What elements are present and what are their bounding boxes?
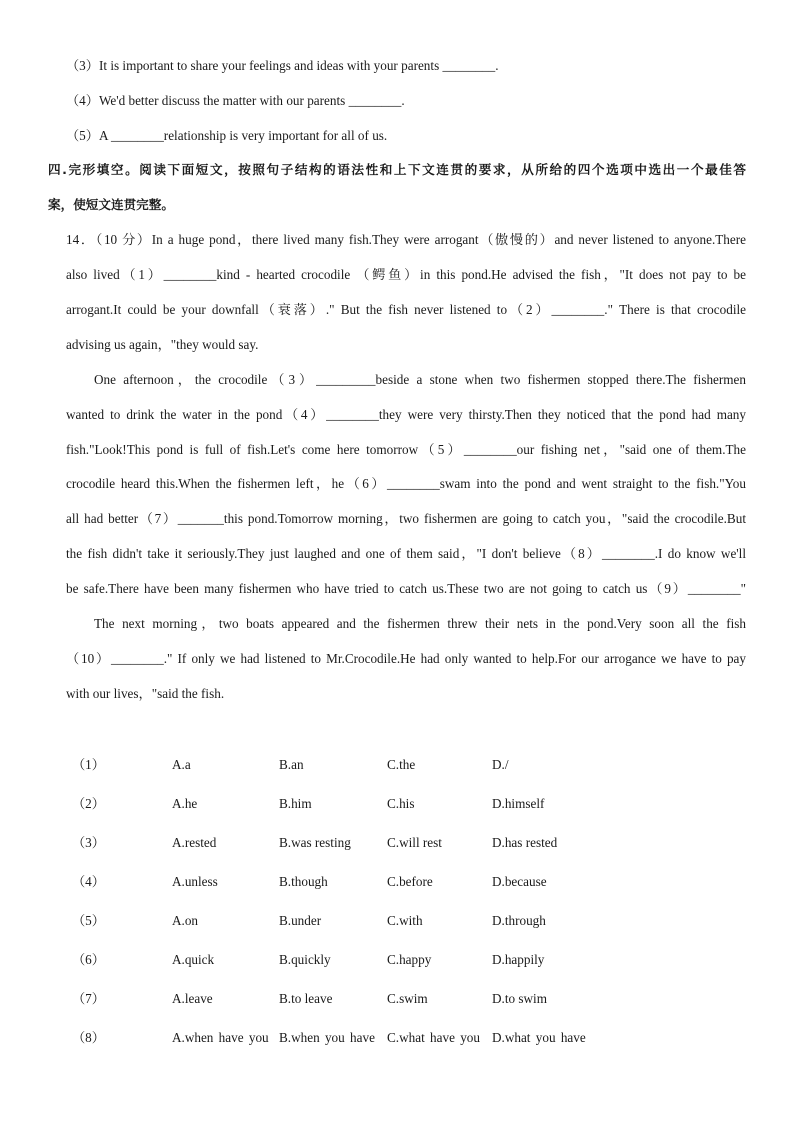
option-a: A.quick	[172, 952, 215, 967]
option-b: B.when you have	[279, 1030, 375, 1045]
option-c: C.the	[387, 757, 416, 772]
option-c: C.before	[387, 874, 433, 889]
option-b: B.quickly	[279, 952, 331, 967]
passage-line: （10）________." If only we had listened to Mr.Crocodile.He had only wanted to help.For our arrogance we have to pay	[66, 651, 746, 666]
question-number: （8）	[72, 1030, 105, 1045]
passage-line: One afternoon，the crocodile（3）_________beside a stone when two fishermen stopped there.The fishermen	[94, 372, 746, 387]
option-d: D.what you have	[492, 1030, 586, 1045]
section-heading-line1: 四.完形填空。阅读下面短文，按照句子结构的语法性和上下文连贯的要求，从所给的四个选项中选出一个最佳答	[48, 162, 746, 177]
prev-item-4: （4）We'd better discuss the matter with our parents ________.	[66, 93, 405, 108]
option-c: C.will rest	[387, 835, 442, 850]
passage-line: all had better（7）_______this pond.Tomorrow morning，two fishermen are going to catch you，"said the crocodile.But	[66, 511, 746, 526]
option-b: B.to leave	[279, 991, 333, 1006]
passage-line: wanted to drink the water in the pond（4）________they were very thirsty.Then they noticed that the pond had many	[66, 407, 746, 422]
option-a: A.rested	[172, 835, 217, 850]
option-a: A.when have you	[172, 1030, 269, 1045]
option-a: A.on	[172, 913, 199, 928]
passage-line: the fish didn't take it seriously.They just laughed and one of them said，"I don't believe（8）________.I do know we'll	[66, 546, 746, 561]
question-number: （5）	[72, 913, 105, 928]
option-d: D.through	[492, 913, 546, 928]
question-number: （2）	[72, 796, 105, 811]
option-c: C.swim	[387, 991, 428, 1006]
option-b: B.him	[279, 796, 312, 811]
passage-line: be safe.There have been many fishermen who have tried to catch us.These two are not going to catch us（9）________"	[66, 581, 746, 596]
option-c: C.happy	[387, 952, 432, 967]
passage-line: arrogant.It could be your downfall（衰落）." But the fish never listened to（2）________." There is that crocodile	[66, 302, 746, 317]
option-a: A.a	[172, 757, 191, 772]
question-number: （3）	[72, 835, 105, 850]
question-number: （6）	[72, 952, 105, 967]
option-a: A.unless	[172, 874, 218, 889]
prev-item-5: （5）A ________relationship is very important for all of us.	[66, 128, 388, 143]
option-b: B.under	[279, 913, 322, 928]
question-number: （1）	[72, 757, 105, 772]
option-d: D.to swim	[492, 991, 547, 1006]
option-d: D.has rested	[492, 835, 558, 850]
option-b: B.though	[279, 874, 328, 889]
option-b: B.an	[279, 757, 304, 772]
option-d: D./	[492, 757, 509, 772]
question-number: （7）	[72, 991, 105, 1006]
option-b: B.was resting	[279, 835, 351, 850]
option-c: C.what have you	[387, 1030, 480, 1045]
option-c: C.his	[387, 796, 415, 811]
option-a: A.leave	[172, 991, 213, 1006]
passage-line: advising us again，"they would say.	[66, 337, 259, 352]
option-a: A.he	[172, 796, 198, 811]
passage-line: The next morning，two boats appeared and the fishermen threw their nets in the pond.Very soon all the fish	[94, 616, 746, 631]
passage-line: also lived（1）________kind - hearted crocodile （鳄鱼）in this pond.He advised the fish，"It does not pay to be	[66, 267, 746, 282]
option-d: D.himself	[492, 796, 545, 811]
passage-line: fish."Look!This pond is full of fish.Let's come here tomorrow（5）________our fishing net，"said one of them.The	[66, 442, 746, 457]
option-c: C.with	[387, 913, 423, 928]
passage-line: crocodile heard this.When the fishermen left，he（6）________swam into the pond and went straight to the fish."You	[66, 476, 746, 491]
passage-line: 14．（10 分）In a huge pond，there lived many fish.They were arrogant（傲慢的）and never listened to anyone.There	[66, 232, 746, 247]
option-d: D.because	[492, 874, 547, 889]
question-number: （4）	[72, 874, 105, 889]
option-d: D.happily	[492, 952, 545, 967]
section-heading-line2: 案，使短文连贯完整。	[48, 197, 174, 212]
passage-line: with our lives，"said the fish.	[66, 686, 225, 701]
prev-item-3: （3）It is important to share your feelings and ideas with your parents ________.	[66, 58, 499, 73]
